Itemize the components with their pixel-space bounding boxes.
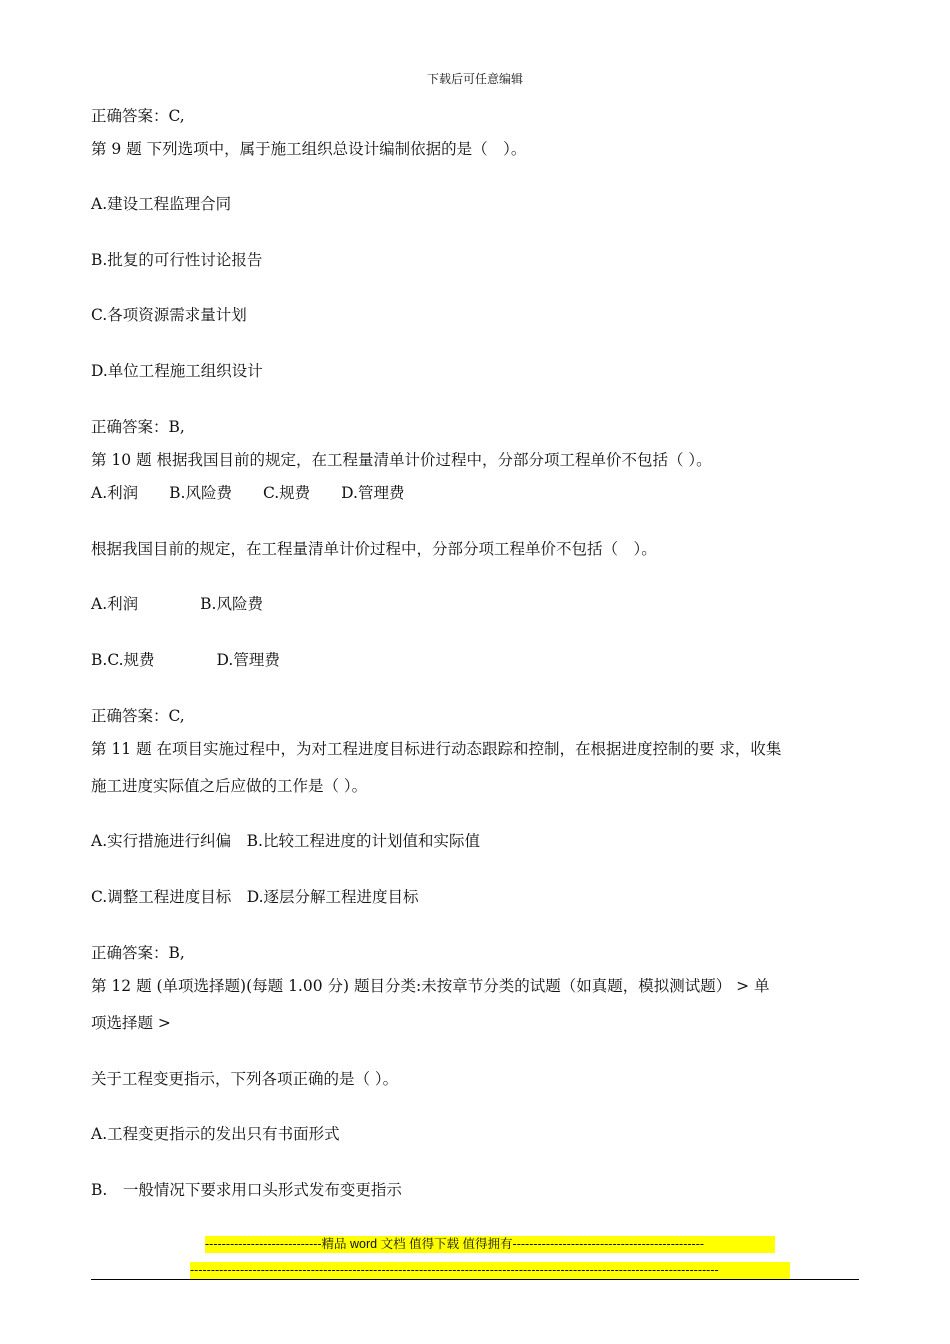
question-text: 根据我国目前的规定，在工程量清单计价过程中，分部分项工程单价不包括（ ）。 [91,540,657,558]
options-row: A.利润 B.风险费 [91,595,263,613]
options-row: A.实行措施进行纠偏 B.比较工程进度的计划值和实际值 [91,832,480,850]
option-a: A.建设工程监理合同 [91,195,232,213]
option-a: A.工程变更指示的发出只有书面形式 [91,1125,340,1143]
option-d: D.单位工程施工组织设计 [91,362,263,380]
options-row: A.利润 B.风险费 C.规费 D.管理费 [91,484,405,502]
question-10: 第 10 题 根据我国目前的规定，在工程量清单计价过程中，分部分项工程单价不包括（ ）。 [91,451,712,469]
answer-line: 正确答案：B, [91,418,185,436]
question-11: 第 11 题 在项目实施过程中，为对工程进度目标进行动态跟踪和控制，在根据进度控制的要 求，收集 [91,740,782,758]
options-row: B.C.规费 D.管理费 [91,651,280,669]
footer-dashes: ------------------------------------------------------------------------------------------------------------------------------- [190,1262,790,1279]
option-b: B.批复的可行性讨论报告 [91,251,263,269]
page-header: 下载后可任意编辑 [426,72,523,86]
answer-line: 正确答案：C, [91,107,185,125]
question-12: 第 12 题 (单项选择题)(每题 1.00 分) 题目分类:未按章节分类的试题（如真题，模拟测试题） > 单 [91,977,770,995]
option-c: C.各项资源需求量计划 [91,306,247,324]
question-11-cont: 施工进度实际值之后应做的工作是（ ）。 [91,777,368,795]
answer-line: 正确答案：B, [91,944,185,962]
question-9: 第 9 题 下列选项中，属于施工组织总设计编制依据的是（ ）。 [91,140,527,158]
question-text: 关于工程变更指示，下列各项正确的是（ ）。 [91,1070,399,1088]
footer-banner: ----------------------------精品 word 文档 值得下载 值得拥有---------------------------------------------- [205,1236,775,1253]
question-12-cont: 项选择题 > [91,1014,171,1032]
answer-line: 正确答案：C, [91,707,185,725]
footer-rule [91,1279,859,1280]
options-row: C.调整工程进度目标 D.逐层分解工程进度目标 [91,888,419,906]
option-b: B. 一般情况下要求用口头形式发布变更指示 [91,1181,402,1199]
